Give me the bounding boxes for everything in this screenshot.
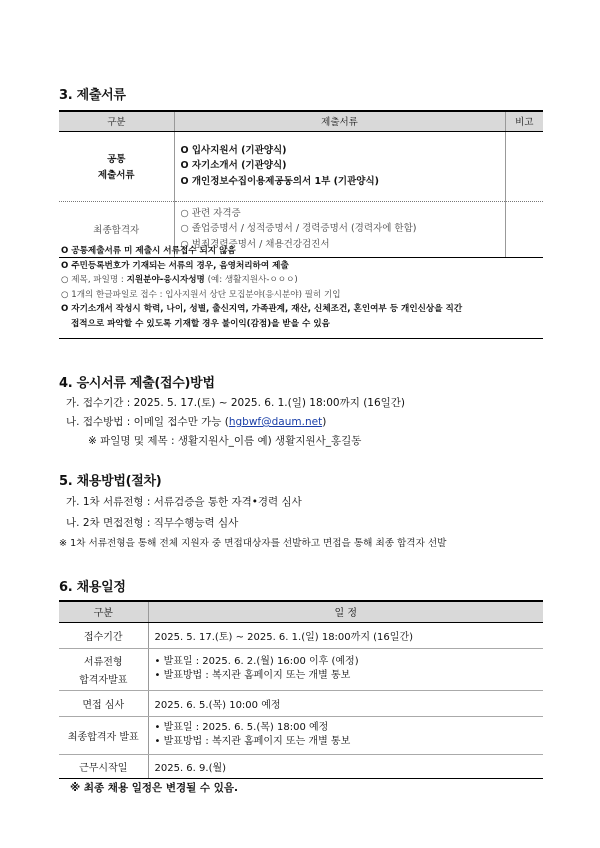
note-item: O 공통제출서류 미 제출시 서류접수 되지 않음	[61, 246, 236, 256]
table-header-row	[59, 111, 543, 131]
note-item: 접적으로 파악할 수 있도록 기재할 경우 불이익(감점)을 받을 수 있음	[71, 318, 330, 329]
schedule-label: 근무시작일	[59, 754, 148, 778]
email-link[interactable]: hgbwf@daum.net	[228, 416, 323, 428]
schedule-footnote: ※ 최종 채용 일정은 변경될 수 있음.	[70, 782, 238, 794]
table-row	[59, 131, 543, 201]
schedule-table	[59, 600, 543, 779]
note-item: O 주민등록번호가 기재되는 서류의 경우, 음영처리하여 제출	[61, 260, 289, 271]
note-item: O 자기소개서 작성시 학력, 나이, 성별, 출신지역, 가족관계, 재산, 신체조건, 혼인여부 등 개인신상을 직간	[61, 304, 463, 315]
section-4-title: 4. 응시서류 제출(접수)방법	[59, 376, 215, 391]
list-item: ○ 범죄경력증명서 / 채용건강검진서	[180, 238, 330, 250]
table-row	[59, 648, 543, 690]
selection-note: ※ 1차 서류전형을 통해 전체 지원자 중 면접대상자를 선발하고 면접을 통해 최종 합격자 선발	[59, 538, 447, 549]
header-documents: 제출서류	[174, 111, 505, 131]
notes-divider	[59, 338, 543, 339]
step-interview: 나. 2차 면접전형 : 직무수행능력 심사	[66, 517, 239, 529]
schedule-value: 2025. 6. 9.(월)	[148, 754, 543, 778]
list-item: O 자기소개서 (기관양식)	[180, 160, 287, 172]
application-method: 나. 접수방법 : 이메일 접수만 가능 (hgbwf@daum.net)	[66, 416, 327, 428]
schedule-label: 접수기간	[59, 622, 148, 648]
category-common: 공통 제출서류	[59, 131, 174, 201]
section-3-title: 3. 제출서류	[59, 88, 126, 103]
list-item: O 입사지원서 (기관양식)	[180, 144, 287, 156]
header-remarks: 비고	[505, 111, 543, 131]
schedule-value: 2025. 5. 17.(토) ~ 2025. 6. 1.(일) 18:00까지 (16일간)	[148, 622, 543, 648]
table-row	[59, 716, 543, 754]
section-5-title: 5. 채용방법(절차)	[59, 474, 162, 489]
schedule-value: • 발표일 : 2025. 6. 2.(월) 16:00 이후 (예정) • 발표방법 : 복지관 홈페이지 또는 개별 통보	[148, 648, 543, 690]
step-document-screening: 가. 1차 서류전형 : 서류검증을 통한 자격•경력 심사	[66, 496, 302, 508]
header-category: 구분	[59, 111, 174, 131]
header-category: 구분	[59, 601, 148, 622]
remarks-cell	[505, 131, 543, 201]
list-item: O 개인정보수집이용제공동의서 1부 (기관양식)	[180, 175, 379, 187]
category-final: 최종합격자	[59, 201, 174, 257]
schedule-value: • 발표일 : 2025. 6. 5.(목) 18:00 예정 • 발표방법 : 복지관 홈페이지 또는 개별 통보	[148, 716, 543, 754]
table-row	[59, 622, 543, 648]
section-6-title: 6. 채용일정	[59, 580, 126, 595]
file-name-format: 지원분야-응시자성명	[126, 275, 205, 286]
header-schedule: 일 정	[148, 601, 543, 622]
table-header-row	[59, 601, 543, 622]
note-item: ○ 제목, 파일명 : 지원분야-응시자성명 (예: 생활지원사-ㅇㅇㅇ)	[61, 275, 298, 286]
submission-notes	[61, 244, 546, 332]
common-documents-list	[174, 131, 505, 201]
schedule-label: 최종합격자 발표	[59, 716, 148, 754]
schedule-value: 2025. 6. 5.(목) 10:00 예정	[148, 690, 543, 716]
file-name-note: ※ 파일명 및 제목 : 생활지원사_이름 예) 생활지원사_홍길동	[88, 435, 362, 447]
table-row	[59, 754, 543, 778]
table-row	[59, 690, 543, 716]
application-period: 가. 접수기간 : 2025. 5. 17.(토) ~ 2025. 6. 1.(일) 18:00까지 (16일간)	[66, 397, 406, 409]
schedule-label: 면접 심사	[59, 690, 148, 716]
list-item: ○ 관련 자격증	[180, 207, 241, 219]
schedule-label: 서류전형 합격자발표	[59, 648, 148, 690]
list-item: ○ 졸업증명서 / 성적증명서 / 경력증명서 (경력자에 한함)	[180, 223, 417, 235]
note-item: ○ 1개의 한글파일로 접수 : 입사지원서 상단 모집분야(응시분야) 필히 기입	[61, 289, 341, 300]
submission-documents-table	[59, 110, 543, 258]
